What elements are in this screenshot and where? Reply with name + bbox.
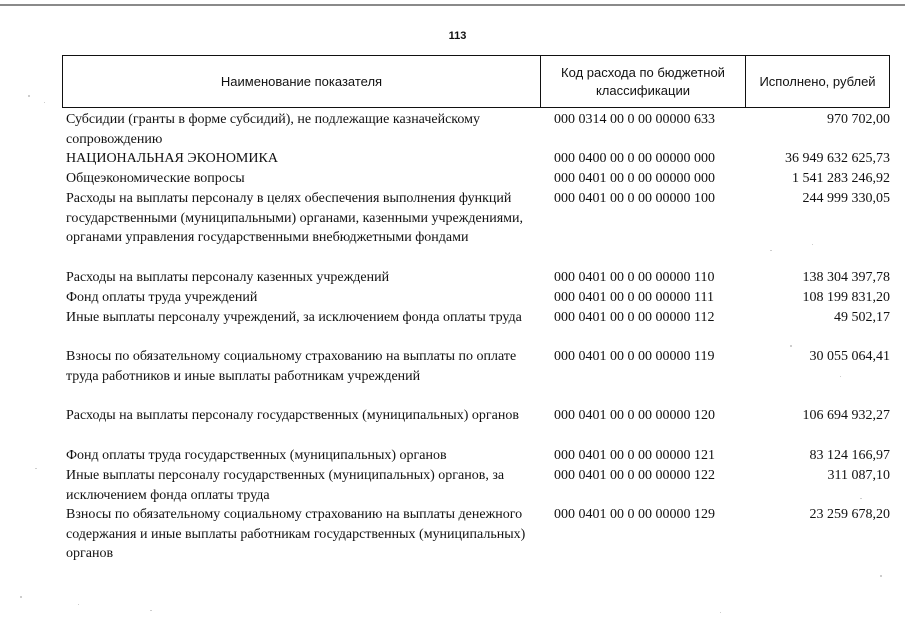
- row-code: 000 0401 00 0 00 00000 119: [554, 349, 715, 364]
- row-name: НАЦИОНАЛЬНАЯ ЭКОНОМИКА: [66, 151, 278, 166]
- row-code: 000 0401 00 0 00 00000 120: [554, 408, 715, 423]
- row-executed: 108 199 831,20: [802, 290, 890, 305]
- row-executed: 30 055 064,41: [809, 349, 890, 364]
- row-executed: 36 949 632 625,73: [785, 151, 890, 166]
- header-executed-amount: Исполнено, рублей: [759, 73, 876, 89]
- row-name: Общеэкономические вопросы: [66, 171, 245, 186]
- row-executed: 23 259 678,20: [809, 507, 890, 522]
- row-code: 000 0401 00 0 00 00000 129: [554, 507, 715, 522]
- row-name: Фонд оплаты труда государственных (муниципальных) органов: [66, 448, 447, 463]
- row-code: 000 0401 00 0 00 00000 110: [554, 270, 715, 285]
- row-code: 000 0401 00 0 00 00000 100: [554, 191, 715, 206]
- page-number: 113: [448, 30, 467, 42]
- row-code: 000 0401 00 0 00 00000 111: [554, 290, 714, 305]
- scan-speck: [28, 95, 30, 97]
- header-budget-code: Код расхода по бюджетной классификации: [541, 56, 746, 107]
- row-executed: 106 694 932,27: [802, 408, 890, 423]
- row-name: Взносы по обязательному социальному страхованию на выплаты по оплате труда работников и иные выплаты работникам учреждений: [66, 349, 517, 384]
- row-name: Взносы по обязательному социальному страхованию на выплаты денежного содержания и иные выплаты работникам государственных (муниципальных) органов: [66, 507, 526, 561]
- row-name: Расходы на выплаты персоналу в целях обеспечения выполнения функций государственными (муниципальными) органами, казенными учреждениями, органами управления государственными внебюджетными фондами: [66, 191, 523, 245]
- header-indicator-name: Наименование показателя: [63, 56, 541, 107]
- scan-speck: [770, 250, 772, 251]
- scan-speck: [720, 612, 721, 613]
- row-executed: 311 087,10: [827, 468, 890, 483]
- row-name: Фонд оплаты труда учреждений: [66, 290, 258, 305]
- scan-speck: [812, 244, 813, 245]
- row-code: 000 0401 00 0 00 00000 112: [554, 310, 715, 325]
- row-name: Расходы на выплаты персоналу казенных учреждений: [66, 270, 390, 285]
- row-executed: 244 999 330,05: [802, 191, 890, 206]
- scan-speck: [860, 498, 862, 499]
- scan-speck: [20, 596, 22, 598]
- row-executed: 49 502,17: [834, 310, 890, 325]
- row-executed: 970 702,00: [827, 112, 890, 127]
- row-name: Иные выплаты персоналу учреждений, за исключением фонда оплаты труда: [66, 310, 522, 325]
- scan-speck: [840, 376, 841, 377]
- row-executed: 1 541 283 246,92: [792, 171, 890, 186]
- scan-speck: [78, 604, 79, 605]
- row-code: 000 0401 00 0 00 00000 122: [554, 468, 715, 483]
- table-header: [62, 55, 890, 108]
- row-executed: 138 304 397,78: [802, 270, 890, 285]
- scan-speck: [35, 468, 37, 469]
- row-name: Иные выплаты персоналу государственных (муниципальных) органов, за исключением фонда оплаты труда: [66, 468, 505, 503]
- scan-speck: [150, 610, 152, 611]
- row-executed: 83 124 166,97: [809, 448, 890, 463]
- scan-speck: [880, 575, 882, 577]
- row-code: 000 0314 00 0 00 00000 633: [554, 112, 715, 127]
- row-code: 000 0400 00 0 00 00000 000: [554, 151, 715, 166]
- scan-speck: [44, 102, 45, 103]
- scan-speck: [790, 345, 792, 347]
- row-name: Расходы на выплаты персоналу государственных (муниципальных) органов: [66, 408, 519, 423]
- row-code: 000 0401 00 0 00 00000 000: [554, 171, 715, 186]
- top-rule: [0, 4, 905, 6]
- row-code: 000 0401 00 0 00 00000 121: [554, 448, 715, 463]
- row-name: Субсидии (гранты в форме субсидий), не подлежащие казначейскому сопровождению: [66, 112, 480, 147]
